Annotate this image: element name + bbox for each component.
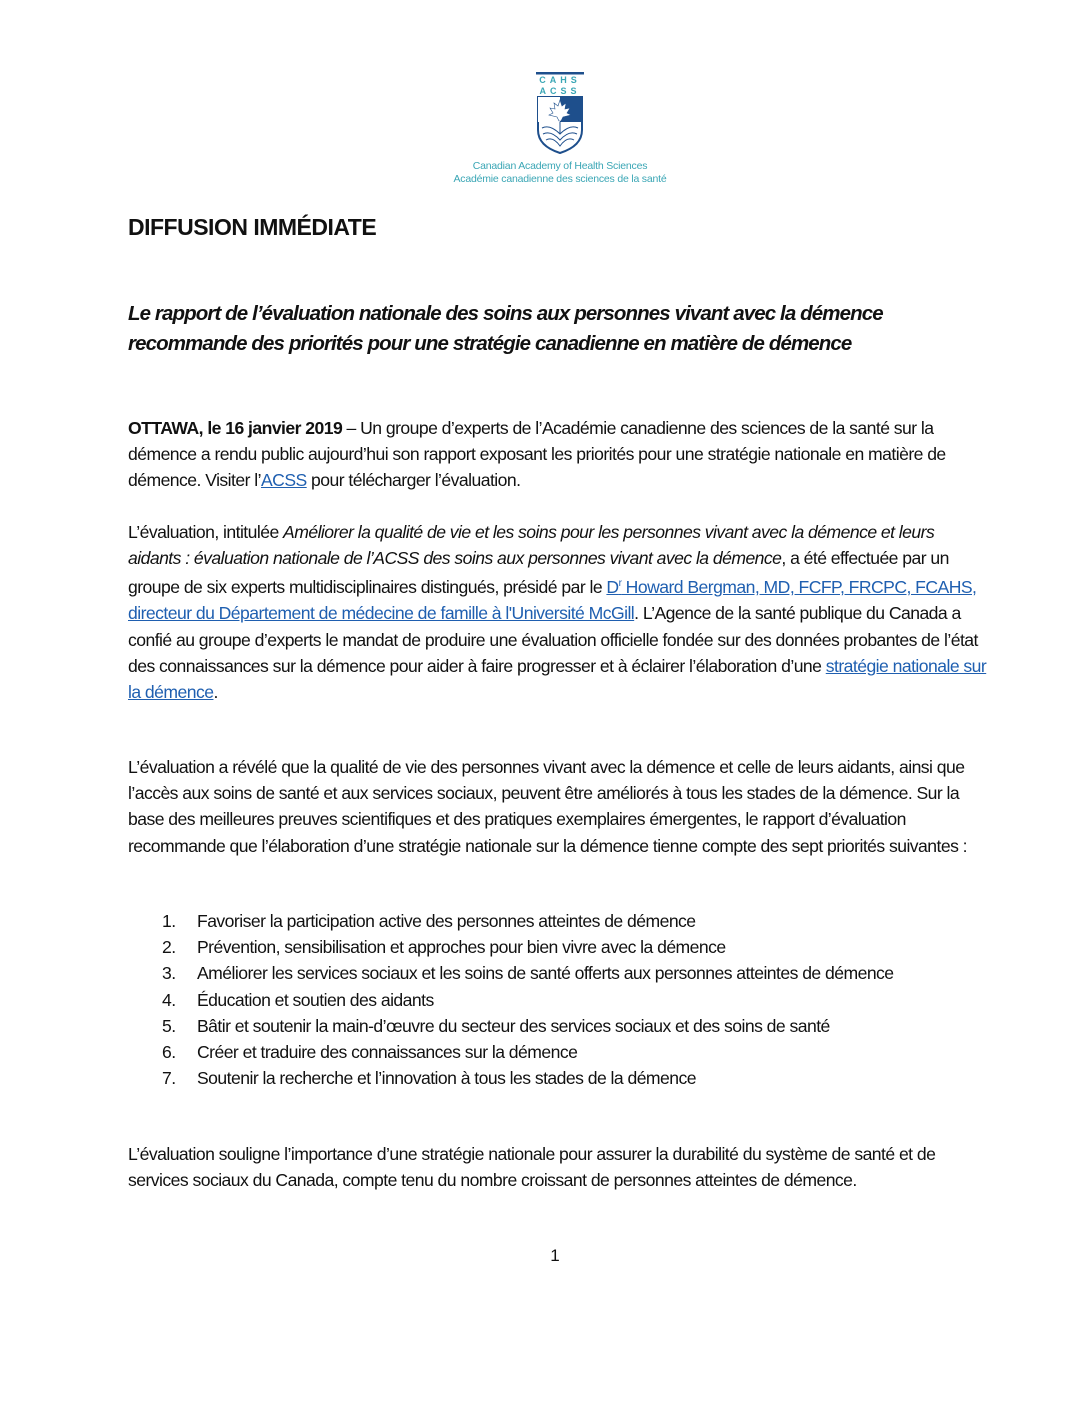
list-item-text: Éducation et soutien des aidants [197,989,434,1010]
list-item [162,987,982,1013]
page-number: 1 [550,1246,560,1265]
paragraph-findings: L’évaluation a révélé que la qualité de vie des personnes vivant avec la démence et celle de leurs aidants, ainsi que l’accès aux soins de santé et aux services sociaux, peuvent être améliorés à tous les stades de la démence. Sur la base des meilleures preuves scientifiques et des pratiques exemplaires émergentes, le rapport d’évaluation recommande que l’élaboration d’une stratégie nationale sur la démence tienne compte des sept priorités suivantes : [128,757,968,856]
paragraph-intro [128,415,988,494]
paragraph-conclusion: L’évaluation souligne l’importance d’une stratégie nationale pour assurer la durabilité du système de santé et de services sociaux du Canada, compte tenu du nombre croissant de personnes atteintes de démence. [128,1144,936,1191]
chair-link-sup: r [618,578,622,590]
list-item-number: 3. [162,963,176,984]
acss-link[interactable]: ACSS [260,470,307,491]
list-item [162,934,982,960]
paragraph-assessment-mid: , a été effectuée par un groupe de six experts multidisciplinaires distingués, présidé par le [128,548,949,598]
strategy-link[interactable]: stratégie nationale sur la démence [128,655,987,703]
chair-link-prefix: D [606,577,619,598]
logo-acronym-en: CAHS [539,75,581,85]
logo-name-fr: Académie canadienne des sciences de la santé [453,173,667,185]
release-label: DIFFUSION IMMÉDIATE [128,214,377,240]
paragraph-assessment-end: . [213,682,218,703]
list-item-number: 6. [162,1042,176,1063]
cahs-shield-icon [536,72,584,154]
paragraph-assessment [128,519,988,705]
report-title: Améliorer la qualité de vie et les soins pour les personnes vivant avec la démence et leurs aidants : évaluation nationale de l’ACSS des soins aux personnes vivant avec la démence [128,522,935,569]
list-item [162,908,982,934]
list-item [162,1013,982,1039]
cahs-logo [440,72,680,186]
priorities-list [162,908,982,1091]
logo-name-en: Canadian Academy of Health Sciences [472,160,648,172]
list-item-text: Favoriser la participation active des personnes atteintes de démence [197,911,696,931]
headline: Le rapport de l’évaluation nationale des soins aux personnes vivant avec la démence recommande des priorités pour une stratégie canadienne en matière de démence [128,302,883,355]
list-item [162,1065,982,1091]
list-item-text: Créer et traduire des connaissances sur la démence [197,1042,578,1063]
list-item-number: 7. [162,1068,176,1089]
list-item-text: Soutenir la recherche et l’innovation à tous les stades de la démence [197,1068,696,1089]
list-item-number: 5. [162,1015,176,1036]
dateline: OTTAWA, le 16 janvier 2019 [128,418,343,438]
list-item [162,960,982,986]
list-item [162,1039,982,1065]
list-item-number: 2. [162,937,176,958]
list-item-number: 4. [162,989,176,1010]
list-item-text: Bâtir et soutenir la main-d’œuvre du secteur des services sociaux et des soins de santé [197,1015,830,1036]
logo-acronym-fr: ACSS [539,86,581,96]
list-item-text: Prévention, sensibilisation et approches pour bien vivre avec la démence [197,937,726,958]
paragraph-assessment-intro: L’évaluation, intitulée [128,522,284,542]
list-item-text: Améliorer les services sociaux et les soins de santé offerts aux personnes atteintes de démence [197,963,894,984]
paragraph-assessment-after: . L’Agence de la santé publique du Canada a confié au groupe d’experts le mandat de produire une évaluation officielle fondée sur des données probantes de l’état des connaissances sur la démence pour aider à faire progresser et à éclairer l’élaboration d’une [128,603,978,676]
paragraph-intro-text: – Un groupe d’experts de l’Académie canadienne des sciences de la santé sur la démence a rendu public aujourd’hui son rapport exposant les priorités pour une stratégie nationale en matière de démence. Visiter l’ [128,418,946,491]
paragraph-intro-end: pour télécharger l’évaluation. [306,470,521,491]
list-item-number: 1. [162,911,176,931]
chair-link-rest: Howard Bergman, MD, FCFP, FRCPC, FCAHS, directeur du Département de médecine de famille à l'Université McGill [128,577,977,624]
